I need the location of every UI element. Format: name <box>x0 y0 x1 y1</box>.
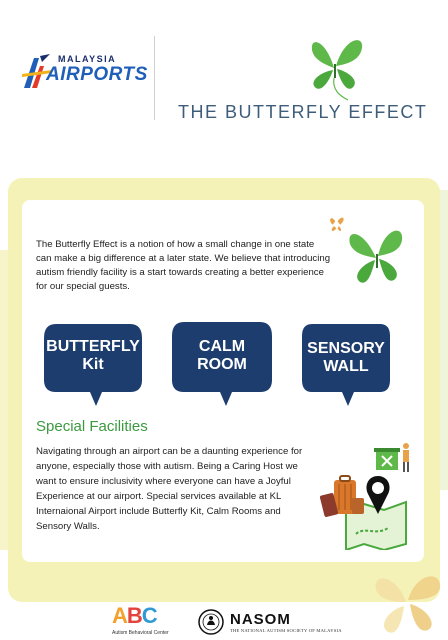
page-title: THE BUTTERFLY EFFECT <box>178 102 428 122</box>
section-body: Navigating through an airport can be a daunting experience for anyone, especially those with autism. Being a Caring Host we want to ensure inclusivity where everyone can have a Joyful Experience at our airport. Special services available at KL Internaional Airport include Butterfly Kit, Calm Rooms and Sensory Walls. <box>36 446 303 532</box>
badge-label: Kit <box>82 356 104 373</box>
abc-letter: B <box>126 603 142 628</box>
abc-letter: A <box>112 603 127 628</box>
header-divider <box>154 36 155 120</box>
badge-label: SENSORY <box>307 340 385 357</box>
sensory-wall-badge <box>300 322 392 410</box>
badge-label: CALM <box>198 338 246 355</box>
nasom-subtitle: THE NATIONAL AUTISM SOCIETY OF MALAYSIA <box>230 628 342 633</box>
badge-label: BUTTERFLY <box>46 338 140 355</box>
abc-subtitle: Autism Behavioral Center <box>112 630 169 636</box>
checkin-icon <box>374 443 409 472</box>
malaysia-airports-logo <box>20 50 148 98</box>
abc-letters <box>112 604 157 628</box>
abc-letter: C <box>141 603 157 628</box>
section-heading: Special Facilities <box>36 418 148 435</box>
header <box>0 0 448 170</box>
badge-label: WALL <box>323 358 369 375</box>
nasom-name: NASOM <box>230 611 291 628</box>
intro-paragraph: The Butterfly Effect is a notion of how a small change in one state can make a big difference at a later state. We believe that introducing autism friendly facility is a start towards creating a better experience for our special guests. <box>36 239 331 292</box>
logo-main-text: AIRPORTS <box>46 64 148 85</box>
decorative-strip-left <box>0 250 8 550</box>
calm-room-badge <box>170 320 274 408</box>
butterfly-icon <box>300 34 372 104</box>
butterfly-pair-icon <box>326 212 418 302</box>
luggage-icon <box>320 476 364 517</box>
butterfly-kit-badge <box>42 322 144 410</box>
butterfly-icon <box>366 562 448 640</box>
logo-top-text: MALAYSIA <box>58 54 117 64</box>
nasom-seal-icon <box>198 609 224 635</box>
airport-illustration <box>312 440 416 550</box>
badge-label: ROOM <box>197 356 247 373</box>
abc-logo <box>112 604 188 638</box>
